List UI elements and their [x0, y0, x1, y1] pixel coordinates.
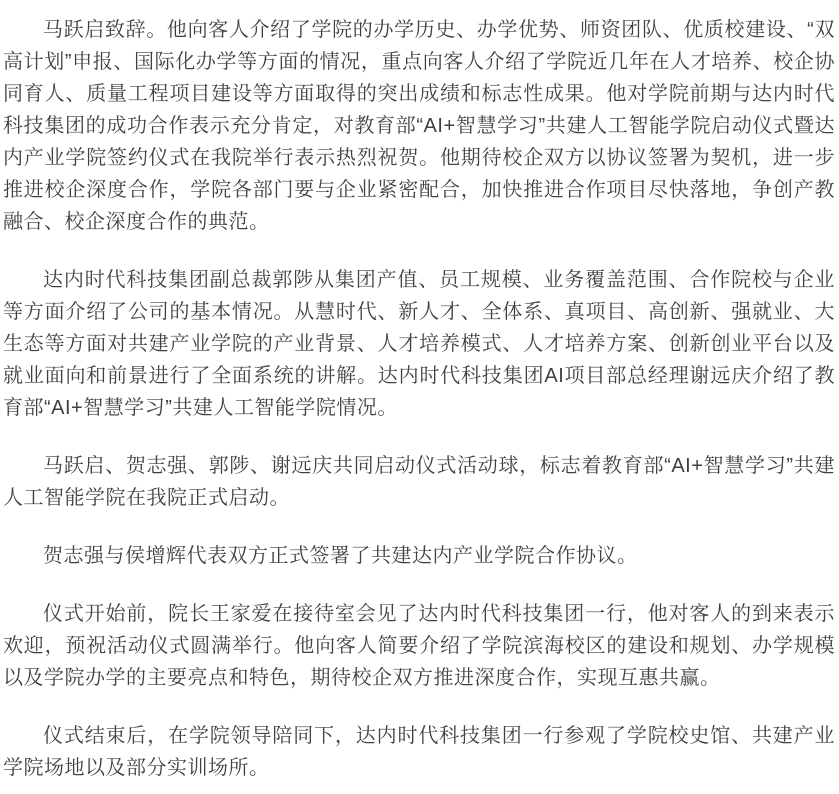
paragraph-pre-ceremony-meeting: 仪式开始前，院长王家爱在接待室会见了达内时代科技集团一行，他对客人的到来表示欢迎，预祝活动仪式圆满举行。他向客人简要介绍了学院滨海校区的建设和规划、办学规模以及学院办学的主要亮点和特色，期待校企双方推进深度合作，实现互惠共赢。: [3, 603, 835, 689]
paragraph-company-introduction: 达内时代科技集团副总裁郭陟从集团产值、员工规模、业务覆盖范围、合作院校与企业等方面介绍了公司的基本情况。从慧时代、新人才、全体系、真项目、高创新、强就业、大生态等方面对共建产业学院的产业背景、人才培养模式、人才培养方案、创新创业平台以及就业面向和前景进行了全面系统的讲解。达内时代科技集团AI项目部总经理谢远庆介绍了教育部“AI+智慧学习”共建人工智能学院情况。: [3, 269, 835, 419]
paragraph-launch-ceremony: 马跃启、贺志强、郭陟、谢远庆共同启动仪式活动球，标志着教育部“AI+智慧学习”共建人工智能学院在我院正式启动。: [3, 455, 835, 509]
paragraph-agreement-signing: 贺志强与侯增辉代表双方正式签署了共建达内产业学院合作协议。: [43, 545, 638, 567]
paragraph-speech-majueqi: 马跃启致辞。他向客人介绍了学院的办学历史、办学优势、师资团队、优质校建设、“双高计划”申报、国际化办学等方面的情况，重点向客人介绍了学院近几年在人才培养、校企协同育人、质量工程项目建设等方面取得的突出成绩和标志性成果。他对学院前期与达内时代科技集团的成功合作表示充分肯定，对教育部“AI+智慧学习”共建人工智能学院启动仪式暨达内产业学院签约仪式在我院举行表示热烈祝贺。他期待校企双方以协议签署为契机，进一步推进校企深度合作，学院各部门要与企业紧密配合，加快推进合作项目尽快落地，争创产教融合、校企深度合作的典范。: [3, 19, 835, 233]
paragraph-campus-tour: 仪式结束后，在学院领导陪同下，达内时代科技集团一行参观了学院校史馆、共建产业学院场地以及部分实训场所。: [3, 725, 835, 779]
